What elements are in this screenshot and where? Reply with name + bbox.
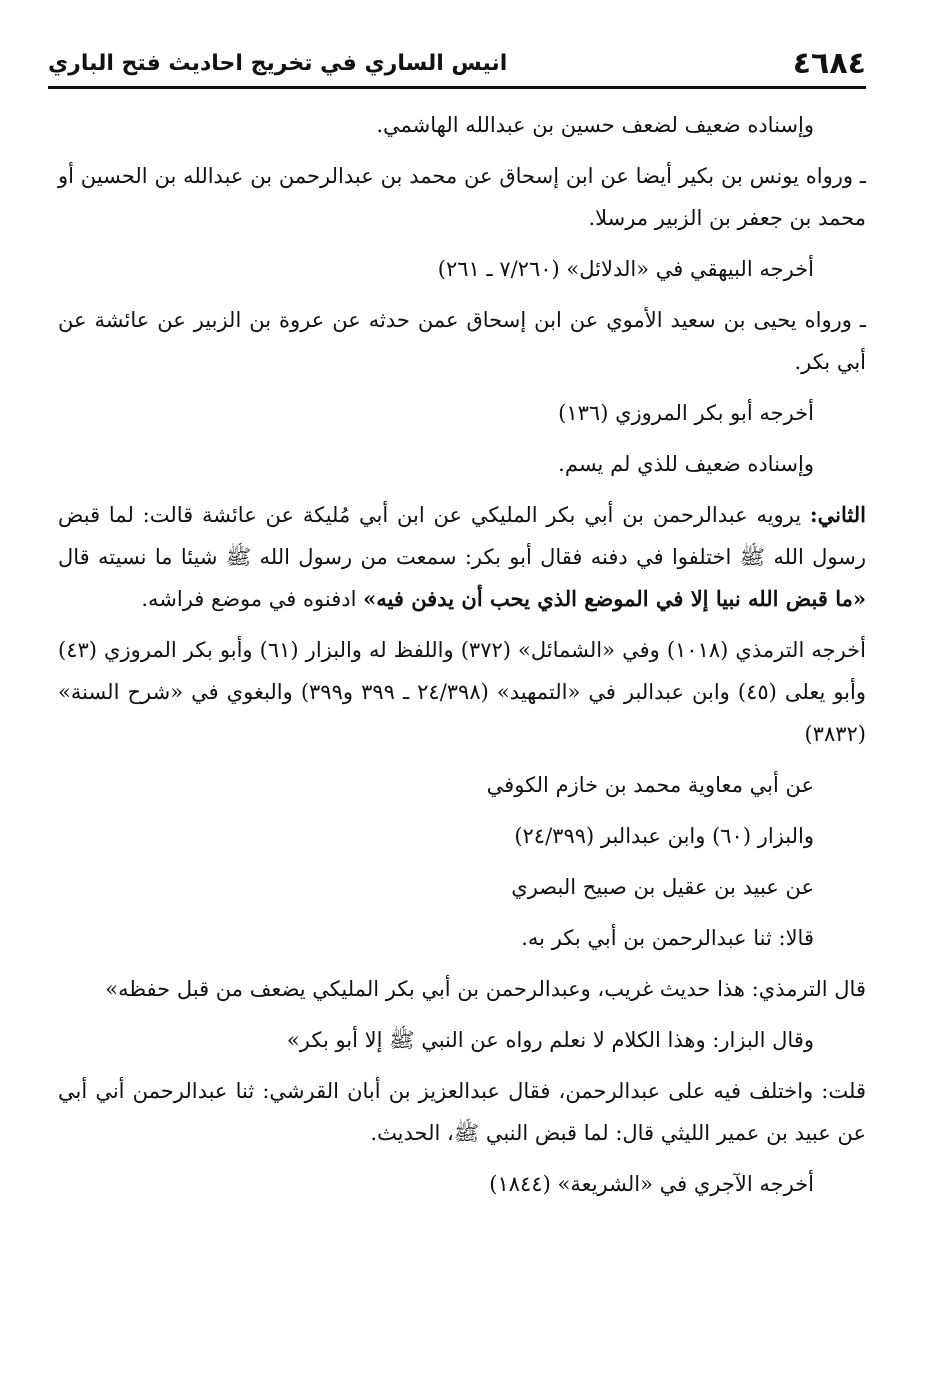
paragraph: والبزار (٦٠) وابن عبدالبر (٢٤/٣٩٩) <box>514 824 814 848</box>
narration-text: يرويه عبدالرحمن بن أبي بكر المليكي عن ابن أبي مُليكة عن عائشة قالت: لما قبض رسول الله ﷺ اختلفوا في دفنه فقال أبو بكر: سمعت من رسول الله ﷺ شيئا ما نسيته قال <box>58 503 866 569</box>
page-number: ٤٦٨٤ <box>792 45 866 81</box>
paragraph: ـ ورواه يونس بن بكير أيضا عن ابن إسحاق عن محمد بن عبدالرحمن بن عبدالله بن الحسين أو محمد بن جعفر بن الزبير مرسلا. <box>58 164 866 230</box>
paragraph: ـ ورواه يحيى بن سعيد الأموي عن ابن إسحاق عمن حدثه عن عروة بن الزبير عن عائشة عن أبي بكر. <box>58 308 866 374</box>
paragraph: وقال البزار: وهذا الكلام لا نعلم رواه عن النبي ﷺ إلا أبو بكر» <box>286 1028 814 1052</box>
paragraph: أخرجه أبو بكر المروزي (١٣٦) <box>558 401 814 425</box>
paragraph: أخرجه الآجري في «الشريعة» (١٨٤٤) <box>489 1172 814 1196</box>
paragraph: عن عبيد بن عقيل بن صبيح البصري <box>511 875 814 899</box>
hadith-quote: «ما قبض الله نبيا إلا في الموضع الذي يحب أن يدفن فيه» <box>363 586 866 611</box>
paragraph: أخرجه الترمذي (١٠١٨) وفي «الشمائل» (٣٧٢) واللفظ له والبزار (٦١) وأبو بكر المروزي (٤٣) وأبو يعلى (٤٥) وابن عبدالبر في «التمهيد» (٢٤/٣٩٨ ـ ٣٩٩ و٣٩٩) والبغوي في «شرح السنة» (٣٨٣٢) <box>58 638 866 746</box>
page-body <box>58 104 866 1214</box>
running-title: انيس الساري في تخريج احاديث فتح الباري <box>48 50 508 76</box>
paragraph: وإسناده ضعيف للذي لم يسم. <box>558 452 814 476</box>
paragraph: أخرجه البيهقي في «الدلائل» (٧/٢٦٠ ـ ٢٦١) <box>437 257 814 281</box>
section-lead: الثاني: <box>809 502 866 527</box>
paragraph: عن أبي معاوية محمد بن خازم الكوفي <box>486 773 814 797</box>
second-narration-paragraph <box>58 494 866 620</box>
paragraph: قلت: واختلف فيه على عبدالرحمن، فقال عبدالعزيز بن أبان القرشي: ثنا عبدالرحمن أني أبي عن عبيد بن عمير الليثي قال: لما قبض النبي ﷺ، الحديث. <box>58 1079 866 1145</box>
page-header <box>48 40 866 89</box>
paragraph: قالا: ثنا عبدالرحمن بن أبي بكر به. <box>521 926 814 950</box>
paragraph: قال الترمذي: هذا حديث غريب، وعبدالرحمن بن أبي بكر المليكي يضعف من قبل حفظه» <box>105 977 866 1001</box>
paragraph: وإسناده ضعيف لضعف حسين بن عبدالله الهاشمي. <box>376 113 814 137</box>
narration-text: ادفنوه في موضع فراشه. <box>141 587 364 611</box>
